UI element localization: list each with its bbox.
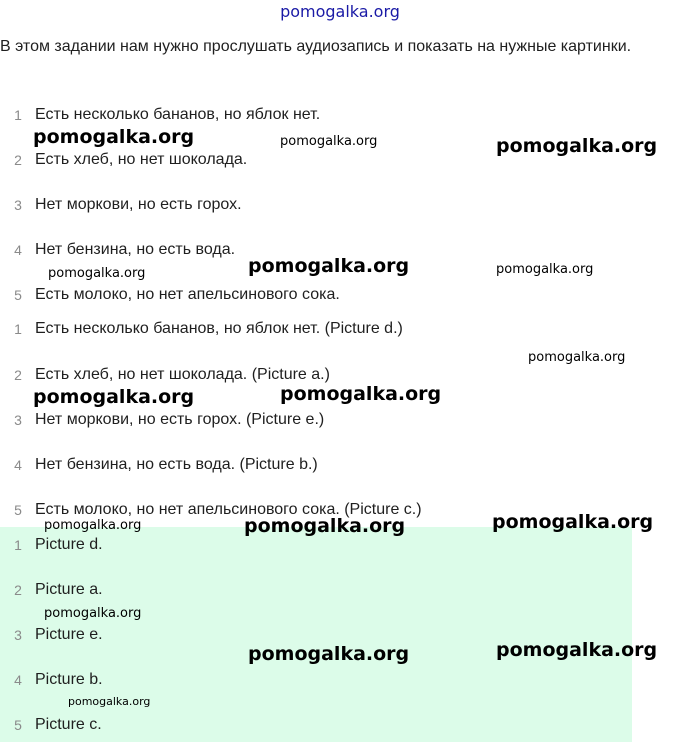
watermark: pomogalka.org xyxy=(44,518,142,533)
watermark: pomogalka.org xyxy=(33,386,195,408)
item-text: Picture e. xyxy=(35,626,103,643)
watermark: pomogalka.org xyxy=(280,383,442,405)
item-number: 2 xyxy=(14,582,22,598)
item-text: Нет моркови, но есть горох. xyxy=(35,196,242,213)
watermark: pomogalka.org xyxy=(68,695,151,708)
watermark: pomogalka.org xyxy=(496,135,658,157)
item-number: 5 xyxy=(14,717,22,733)
watermark: pomogalka.org xyxy=(496,639,658,661)
item-text: Есть хлеб, но нет шоколада. (Picture a.) xyxy=(35,366,330,383)
item-number: 4 xyxy=(14,672,22,688)
watermark: pomogalka.org xyxy=(33,126,195,148)
watermark: pomogalka.org xyxy=(244,515,406,537)
item-text: Есть несколько бананов, но яблок нет. xyxy=(35,106,321,123)
site-header xyxy=(0,0,680,26)
item-number: 1 xyxy=(14,321,22,337)
item-text: Есть молоко, но нет апельсинового сока. (Picture c.) xyxy=(35,501,422,518)
watermark: pomogalka.org xyxy=(248,643,410,665)
item-text: Picture b. xyxy=(35,671,103,688)
item-text: Picture c. xyxy=(35,716,102,733)
item-number: 4 xyxy=(14,457,22,473)
watermark: pomogalka.org xyxy=(44,606,142,621)
watermark: pomogalka.org xyxy=(496,262,594,277)
item-text: Picture a. xyxy=(35,581,103,598)
item-text: Есть молоко, но нет апельсинового сока. xyxy=(35,286,340,303)
item-text: Есть несколько бананов, но яблок нет. (Picture d.) xyxy=(35,320,403,337)
item-number: 2 xyxy=(14,367,22,383)
item-text: Picture d. xyxy=(35,536,103,553)
watermark: pomogalka.org xyxy=(248,255,410,277)
item-number: 3 xyxy=(14,627,22,643)
item-text: Есть хлеб, но нет шоколада. xyxy=(35,151,248,168)
task-intro: В этом задании нам нужно прослушать аудиозапись и показать на нужные картинки. xyxy=(0,38,632,55)
watermark: pomogalka.org xyxy=(492,511,654,533)
site-name-link[interactable]: pomogalka.org xyxy=(280,2,400,21)
item-text: Нет моркови, но есть горох. (Picture e.) xyxy=(35,411,325,428)
item-number: 1 xyxy=(14,537,22,553)
item-number: 5 xyxy=(14,502,22,518)
watermark: pomogalka.org xyxy=(280,134,378,149)
item-text: Нет бензина, но есть вода. (Picture b.) xyxy=(35,456,318,473)
item-number: 3 xyxy=(14,197,22,213)
watermark: pomogalka.org xyxy=(48,266,146,281)
watermark: pomogalka.org xyxy=(528,350,626,365)
item-number: 2 xyxy=(14,152,22,168)
item-number: 5 xyxy=(14,287,22,303)
item-number: 1 xyxy=(14,107,22,123)
item-number: 3 xyxy=(14,412,22,428)
item-text: Нет бензина, но есть вода. xyxy=(35,241,236,258)
item-number: 4 xyxy=(14,242,22,258)
